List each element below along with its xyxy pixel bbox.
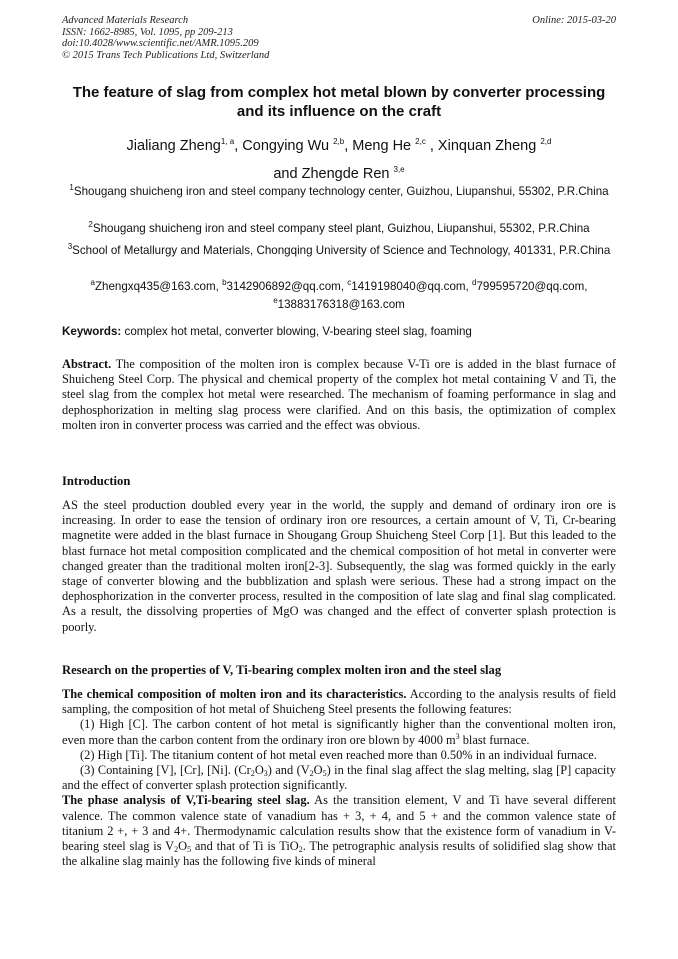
affiliation-sup: 3 [67,242,73,251]
email-link[interactable]: 13883176318@163.com [277,298,405,312]
subscript: 5 [187,845,192,855]
feature-item-1-sup: 3 [455,731,460,741]
phase-analysis-text: As the transition element, V and Ti have several different valence. The common valence state of vanadium has + 3, + 4, and 5 + and the common valence state of titanium 2 +, + 3 and 4+. Thermodynamic calculation results show that the existence form of vanadium in V-bearing steel slag is V [62,793,616,854]
phase-analysis-label: The phase analysis of V,Ti-bearing steel slag. [62,793,310,808]
affiliation-text: Shougang shuicheng iron and steel company steel plant, Guizhou, Liupanshui, 55302, P.R.China [92,221,590,235]
abstract-text: The composition of the molten iron is complex because V-Ti ore is added in the blast furnace of Shuicheng Steel Corp. The physical and chemical property of the complex hot metal containing V and Ti, the steel slag from the complex hot metal were researched. The mechanism of foaming performance in slag and dephosphorization in melting slag process were clarified. And on this basis, the optimization of complex molten iron in converter process was carried and the effect was obvious. [62,357,616,432]
subscript: 5 [322,769,327,779]
chem-composition-text: According to the analysis results of field sampling, the composition of hot metal of Shuicheng Steel presents the following features: [62,687,616,717]
email-list [62,276,616,313]
email-sup: e [273,296,278,306]
doi-line: doi:10.4028/www.scientific.net/AMR.1095.209 [62,38,259,50]
subscript: 2 [298,845,303,855]
subscript: 2 [250,769,255,779]
journal-header [62,15,269,61]
email-sup: c [347,278,352,287]
feature-item-1-text: (1) High [C]. The carbon content of hot metal is significantly higher than the conventional molten iron, even more than the carbon content from the ordinary iron ore blown by 4000 m [62,717,616,747]
author-sup: 2,c [415,137,426,146]
introduction-heading: Introduction [62,474,131,488]
issn-line: ISSN: 1662-8985, Vol. 1095, pp 209-213 [62,26,233,38]
keywords [62,325,616,339]
keywords-text: complex hot metal, converter blowing, V-bearing steel slag, foaming [124,325,472,338]
abstract [62,357,616,433]
author-name: Zhengde Ren [301,165,390,182]
email-link[interactable]: 799595720@qq.com, [476,279,588,293]
affiliation [62,218,616,236]
email-link[interactable]: 1419198040@qq.com, [351,279,469,293]
feature-item-3 [62,763,616,793]
author-name: Xinquan Zheng [437,137,537,154]
author-sup: 2,b [333,137,345,146]
phase-analysis-text: O [178,839,188,854]
email-sup: b [222,278,227,287]
chem-composition-label: The chemical composition of molten iron and its characteristics. [62,687,407,701]
email-link[interactable]: 3142906892@qq.com, [226,279,345,293]
paper-title: The feature of slag from complex hot metal blown by converter processing and its influence on the craft [72,84,606,120]
phase-analysis-text: and that of Ti is TiO [191,839,299,854]
introduction-text: AS the steel production doubled every year in the world, the supply and demand of ordinary iron ore is increasing. In order to ease the tension of ordinary iron ore resources, a certain amount of V, Ti, Cr-bearing magnetite were added in the blast furnace in Shougang Group Shuicheng Steel Corp [1]. But this leaded to the blast furnace hot metal composition complicated and the chemical composition of hot metal in converter were changed greater than the traditional molten iron[2-3]. Subsequently, the slag was formed quickly in the early stage of converter blowing and the bubblization and splash were serious. These had a strong impact on the dephosphorization in the converter process, resulted in the composition of late slag and final slag complicated. As a result, the dissolving properties of MgO was changed and the effect of converter splash protection is poorly. [62,498,616,634]
email-sup: d [472,278,477,287]
subscript: 3 [263,769,268,779]
feature-item-2: (2) High [Ti]. The titanium content of hot metal even reached more than 0.50% in an individual furnace. [80,747,597,762]
author-name: Meng He [352,137,412,154]
email-sup: a [90,278,95,287]
author-list: Jialiang Zheng$^{1, a}$, Congying Wu $^{2,b}$, Meng He $^{2,c}$ , Xinquan Zheng $^{2,d}$ and Zhengde Ren $^{3,e}$ [126,137,552,182]
affiliation-text: School of Metallurgy and Materials, Chongqing University of Science and Technology, 401331, P.R.China [72,243,611,257]
author-sup: 2,d [540,137,552,146]
author-name: Congying Wu [242,137,330,154]
feature-item-3-text: O [313,763,323,778]
affiliation-sup: 1 [69,183,74,192]
email-link[interactable]: Zhengxq435@163.com, [94,279,219,293]
feature-item-3-text: ) in the final slag affect the slag melting, slag [P] capacity and the effect of converter splash protection significantly. [62,763,616,793]
affiliation [62,240,616,258]
author-name: Jialiang Zheng [126,137,221,154]
feature-item-3-text: (3) Containing [V], [Cr], [Ni]. (Cr [80,763,251,778]
copyright-line: © 2015 Trans Tech Publications Ltd, Switzerland [62,49,270,61]
chem-composition-paragraph [62,687,616,717]
phase-analysis-paragraph [62,793,616,869]
subscript: 2 [309,769,314,779]
author-sup: 1, a [220,137,235,146]
feature-item-1-tail: blast furnace. [459,732,530,747]
phase-analysis-text: . The petrographic analysis results of solidified slag show that the alkaline slag mainly has the following five kinds of mineral [62,839,616,869]
affiliation [62,181,616,199]
research-heading: Research on the properties of V, Ti-bearing complex molten iron and the steel slag [62,663,502,677]
feature-item-3-text: ) and (V [267,763,310,778]
subscript: 2 [174,845,179,855]
author-sup: 3,e [393,164,405,174]
online-date: Online: 2015-03-20 [532,15,616,26]
affiliation-sup: 2 [88,220,93,229]
feature-item-1 [62,717,616,747]
keywords-label: Keywords: [62,325,122,338]
journal-name: Advanced Materials Research [62,15,189,26]
abstract-label: Abstract. [62,357,112,371]
research-body [62,687,616,869]
affiliation-text: Shougang shuicheng iron and steel company technology center, Guizhou, Liupanshui, 55302, P.R.China [73,184,609,198]
feature-item-3-text: O [254,763,264,778]
